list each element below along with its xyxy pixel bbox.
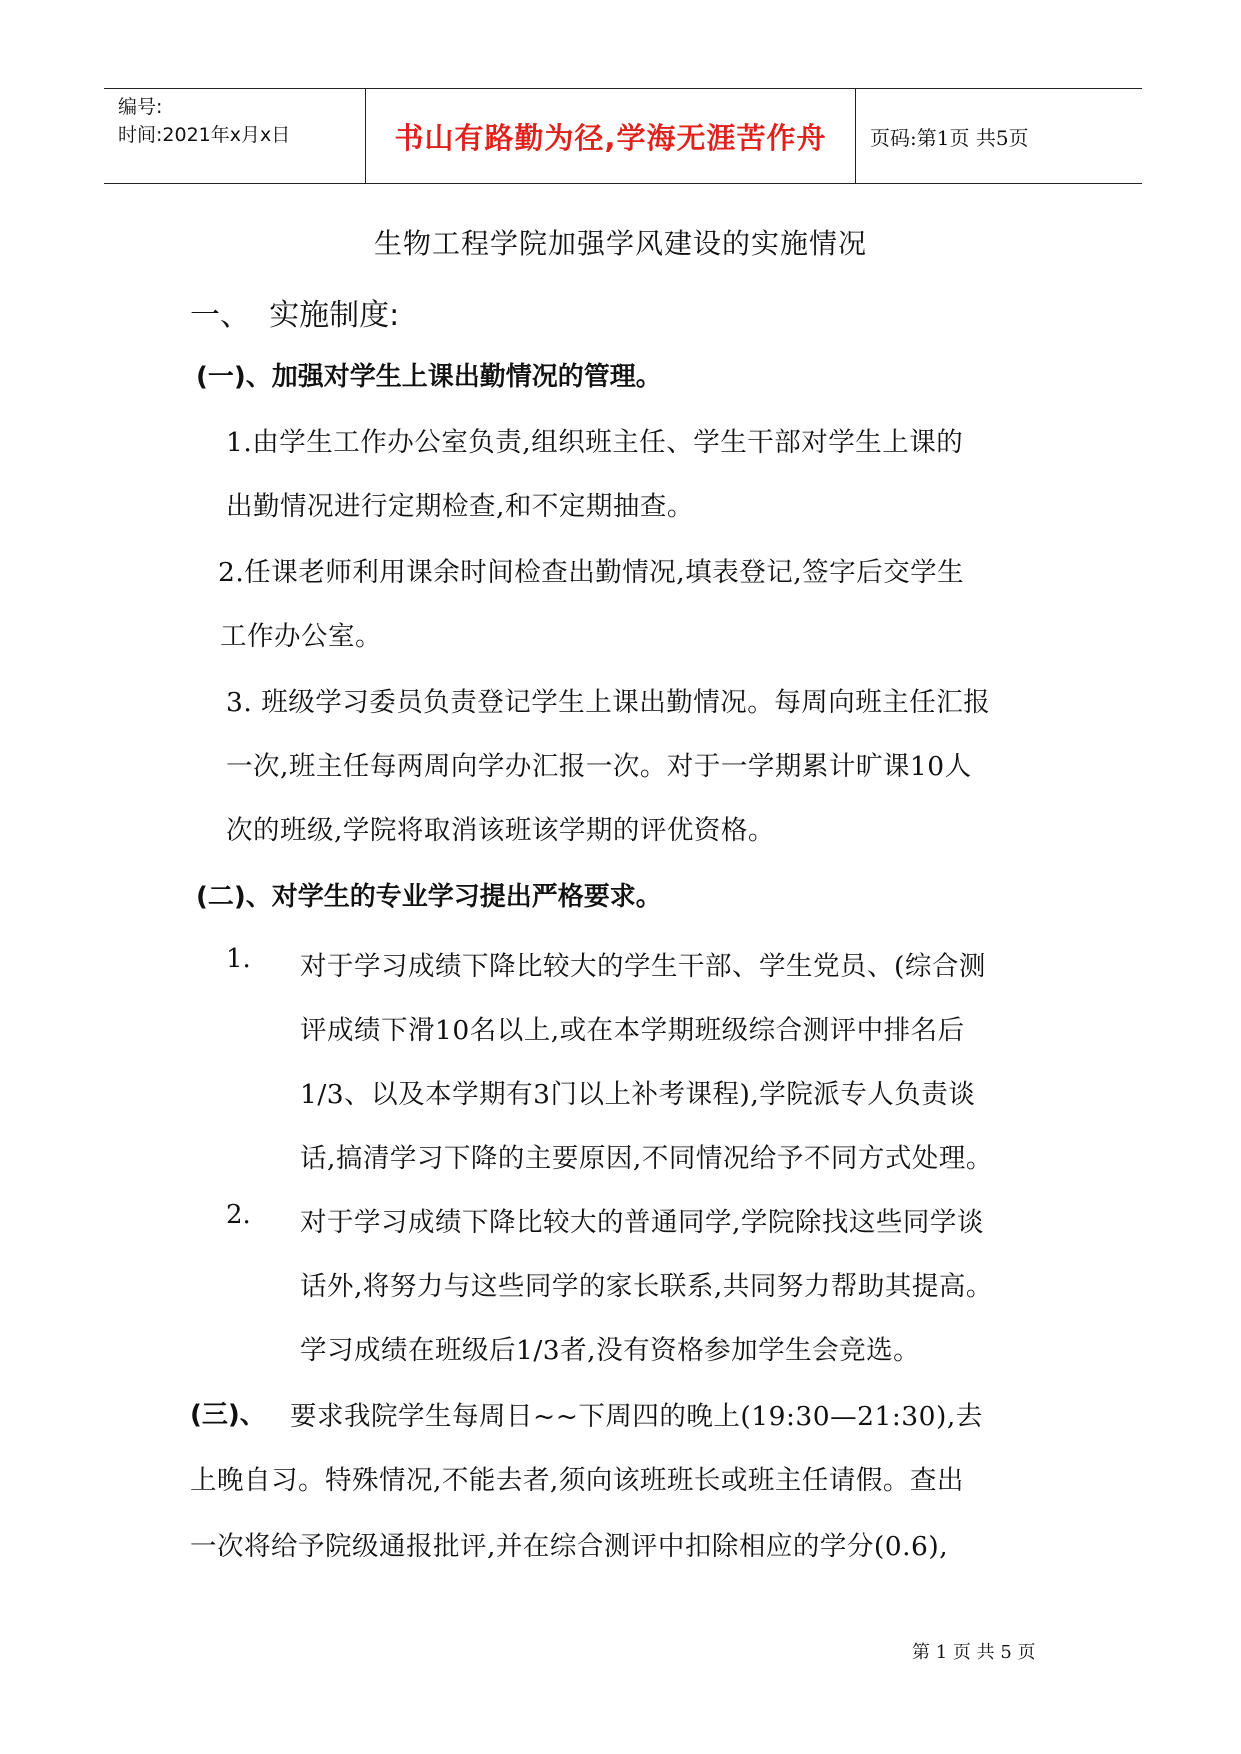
sub3-line3: 一次将给予院级通报批评,并在综合测评中扣除相应的学分(0.6), — [190, 1531, 949, 1562]
header-meta-cell — [104, 89, 366, 183]
sub2-item1-number: 1. — [226, 944, 251, 974]
sub1-item2-line1: 2.任课老师利用课余时间检查出勤情况,填表登记,签字后交学生 — [218, 557, 965, 588]
sub2-item2-line1: 对于学习成绩下降比较大的普通同学,学院除找这些同学谈 — [300, 1207, 984, 1238]
subsection-heading-1: (一)、加强对学生上课出勤情况的管理。 — [196, 362, 662, 392]
sub1-item3-line1: 3. 班级学习委员负责登记学生上课出勤情况。每周向班主任汇报 — [226, 687, 991, 718]
sub2-item1-line4: 话,搞清学习下降的主要原因,不同情况给予不同方式处理。 — [300, 1143, 993, 1174]
header-page-cell — [856, 89, 1142, 183]
sub1-item3-line2: 一次,班主任每两周向学办汇报一次。对于一学期累计旷课10人 — [226, 751, 972, 782]
sub1-item2-line2: 工作办公室。 — [220, 621, 382, 652]
sub2-item2-line2: 话外,将努力与这些同学的家长联系,共同努力帮助其提高。 — [300, 1271, 993, 1302]
header-motto-cell — [366, 89, 856, 183]
sub2-item1-line2: 评成绩下滑10名以上,或在本学期班级综合测评中排名后 — [300, 1015, 965, 1046]
motto-text: 书山有路勤为径,学海无涯苦作舟 — [394, 120, 827, 155]
sub2-item1-line1: 对于学习成绩下降比较大的学生干部、学生党员、(综合测 — [300, 951, 986, 982]
subsection-heading-3: (三)、 — [190, 1400, 266, 1430]
sub1-item1-line1: 1.由学生工作办公室负责,组织班主任、学生干部对学生上课的 — [226, 427, 964, 458]
time-label: 时间:2021年x月x日 — [118, 124, 291, 146]
sub1-item1-line2: 出勤情况进行定期检查,和不定期抽查。 — [226, 491, 694, 522]
sub2-item2-line3: 学习成绩在班级后1/3者,没有资格参加学生会竞选。 — [300, 1335, 921, 1366]
document-header — [104, 88, 1142, 184]
sub2-item2-number: 2. — [226, 1200, 251, 1230]
subsection-heading-2: (二)、对学生的专业学习提出严格要求。 — [196, 882, 662, 912]
number-label: 编号: — [118, 96, 163, 118]
sub3-line1: 要求我院学生每周日~~下周四的晚上(19:30—21:30),去 — [290, 1401, 983, 1432]
page-code: 页码:第1页 共5页 — [870, 125, 1029, 150]
sub2-item1-line3: 1/3、以及本学期有3门以上补考课程),学院派专人负责谈 — [300, 1079, 976, 1110]
sub1-item3-line3: 次的班级,学院将取消该班该学期的评优资格。 — [226, 815, 775, 846]
page-footer: 第 1 页 共 5 页 — [912, 1642, 1036, 1663]
document-title: 生物工程学院加强学风建设的实施情况 — [373, 227, 867, 260]
section-heading-1: 一、 实施制度: — [190, 298, 400, 333]
sub3-line2: 上晚自习。特殊情况,不能去者,须向该班班长或班主任请假。查出 — [190, 1465, 964, 1496]
